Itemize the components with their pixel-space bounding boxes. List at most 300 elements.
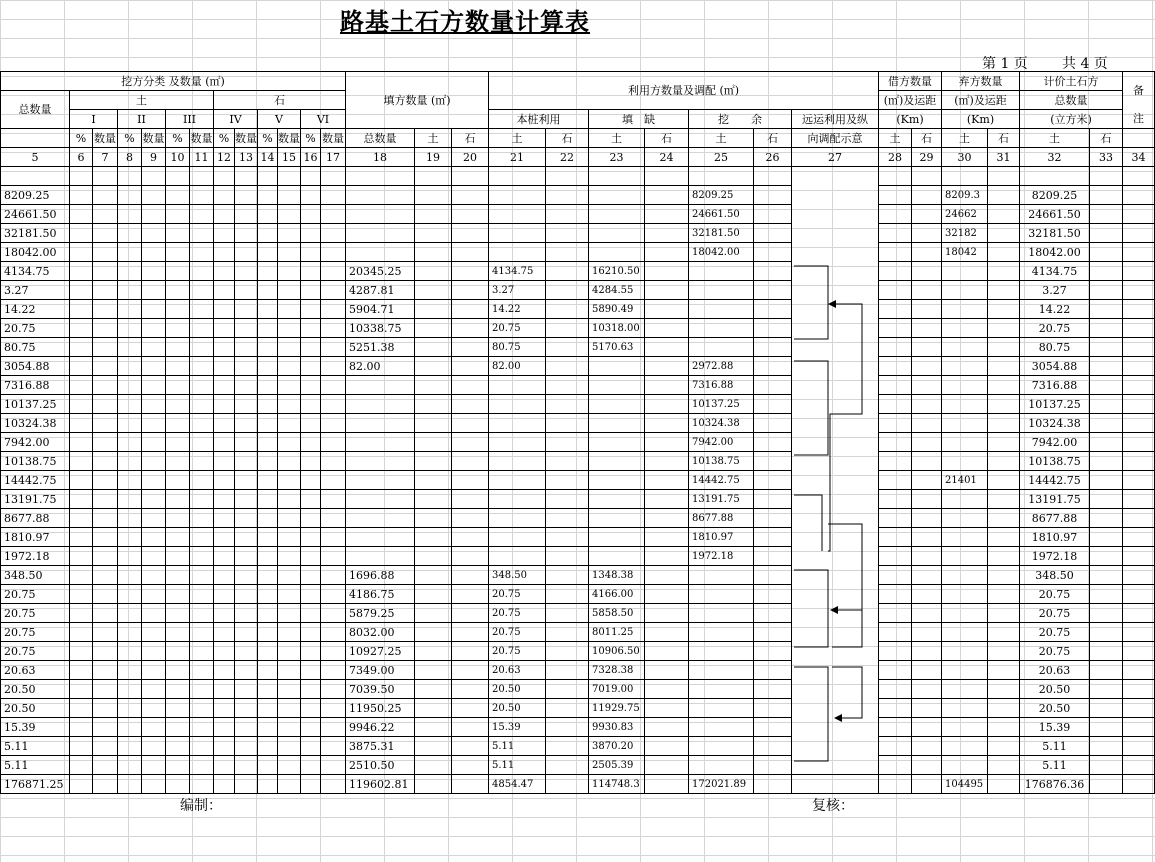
cell [301, 661, 321, 680]
cell-wy: 10137.25 [689, 395, 754, 414]
cell-bz [489, 186, 546, 205]
cell [142, 566, 166, 585]
cell-price: 176876.36 [1020, 775, 1090, 794]
column-number: 32 [1020, 148, 1090, 167]
cell [190, 395, 214, 414]
header-waste-km: (Km) [942, 110, 1020, 129]
header-borrow-dist: (㎡)及运距 [879, 91, 942, 110]
cell [70, 585, 93, 604]
cell [301, 357, 321, 376]
table-row [1, 604, 1155, 623]
cell [452, 205, 489, 224]
header-total-qty-blank [1, 129, 70, 148]
cell [415, 433, 452, 452]
cell [1090, 243, 1123, 262]
cell-price: 20.50 [1020, 699, 1090, 718]
table-row [1, 452, 1155, 471]
cell [988, 281, 1020, 300]
cell-price: 20.75 [1020, 319, 1090, 338]
cell [645, 471, 689, 490]
column-number: 27 [792, 148, 879, 167]
cell [754, 186, 792, 205]
cell [645, 604, 689, 623]
cell [93, 775, 118, 794]
cell [235, 699, 258, 718]
cell [988, 262, 1020, 281]
cell [912, 357, 942, 376]
cell [70, 281, 93, 300]
cell-waste [942, 699, 988, 718]
cell [166, 338, 190, 357]
cell-bz [489, 509, 546, 528]
cell-tq: 7019.00 [589, 680, 645, 699]
cell-price: 20.75 [1020, 604, 1090, 623]
cell [93, 319, 118, 338]
cell [278, 281, 301, 300]
cell [546, 718, 589, 737]
cell [988, 756, 1020, 775]
cell [214, 471, 235, 490]
column-number: 5 [1, 148, 70, 167]
cell [190, 718, 214, 737]
cell [452, 471, 489, 490]
cell [166, 319, 190, 338]
cell [988, 661, 1020, 680]
cell [278, 490, 301, 509]
cell-bz: 20.75 [489, 623, 546, 642]
cell [321, 737, 346, 756]
flow-line [828, 524, 862, 647]
cell [1090, 756, 1123, 775]
cell [166, 585, 190, 604]
cell [912, 300, 942, 319]
cell [278, 224, 301, 243]
arrow-left-icon [828, 300, 836, 308]
cell [93, 167, 118, 186]
column-number: 13 [235, 148, 258, 167]
cell [754, 452, 792, 471]
cell [258, 509, 278, 528]
cell [214, 680, 235, 699]
cell [415, 528, 452, 547]
cell [988, 319, 1020, 338]
cell [912, 756, 942, 775]
cell [452, 623, 489, 642]
cell [912, 433, 942, 452]
cell [190, 756, 214, 775]
cell [214, 319, 235, 338]
cell [988, 699, 1020, 718]
cell [879, 414, 912, 433]
cell [879, 262, 912, 281]
header-qty: 数量 [142, 129, 166, 148]
cell [166, 262, 190, 281]
cell-fill [346, 243, 415, 262]
cell [452, 642, 489, 661]
cell [93, 224, 118, 243]
cell [278, 547, 301, 566]
flow-line [832, 667, 862, 718]
header-price-unit: (立方米) [1020, 110, 1123, 129]
cell [166, 376, 190, 395]
cell [166, 718, 190, 737]
cell-total: 80.75 [1, 338, 70, 357]
cell-bz: 3.27 [489, 281, 546, 300]
cell [645, 281, 689, 300]
cell [190, 680, 214, 699]
cell [452, 509, 489, 528]
cell-total: 7942.00 [1, 433, 70, 452]
cell [988, 642, 1020, 661]
cell-fill: 7039.50 [346, 680, 415, 699]
cell [118, 452, 142, 471]
cell [190, 509, 214, 528]
cell [1123, 357, 1155, 376]
cell [214, 414, 235, 433]
cell [321, 414, 346, 433]
cell-tq: 10906.50 [589, 642, 645, 661]
cell [235, 528, 258, 547]
cell [301, 604, 321, 623]
cell [645, 224, 689, 243]
cell [166, 357, 190, 376]
cell [166, 433, 190, 452]
cell [321, 566, 346, 585]
cell [988, 547, 1020, 566]
header-soil: 土 [589, 129, 645, 148]
cell [452, 661, 489, 680]
cell-total: 14.22 [1, 300, 70, 319]
cell [754, 699, 792, 718]
cell-fill [346, 490, 415, 509]
cell [879, 661, 912, 680]
cell [93, 623, 118, 642]
cell [988, 528, 1020, 547]
cell-total: 20.50 [1, 699, 70, 718]
cell [258, 623, 278, 642]
cell-total: 32181.50 [1, 224, 70, 243]
cell [1123, 661, 1155, 680]
header-remark: 备 [1123, 72, 1155, 110]
cell [415, 338, 452, 357]
cell-total: 8677.88 [1, 509, 70, 528]
cell [321, 718, 346, 737]
cell [258, 186, 278, 205]
cell [546, 338, 589, 357]
cell-wy [689, 699, 754, 718]
header-rock: 石 [546, 129, 589, 148]
cell [70, 338, 93, 357]
cell [70, 243, 93, 262]
cell-fill: 5251.38 [346, 338, 415, 357]
cell [645, 718, 689, 737]
cell-waste: 24662 [942, 205, 988, 224]
cell [754, 414, 792, 433]
cell-price: 32181.50 [1020, 224, 1090, 243]
cell [278, 319, 301, 338]
cell [258, 737, 278, 756]
cell-fill [346, 509, 415, 528]
cell [452, 547, 489, 566]
cell [190, 300, 214, 319]
cell [278, 775, 301, 794]
header-price-total: 总数量 [1020, 91, 1123, 110]
cell [321, 699, 346, 718]
cell-total: 20.75 [1, 604, 70, 623]
cell [645, 243, 689, 262]
header-pct: % [166, 129, 190, 148]
cell [1123, 243, 1155, 262]
cell [1090, 414, 1123, 433]
cell-waste [942, 490, 988, 509]
cell-waste [942, 452, 988, 471]
cell [166, 775, 190, 794]
table-row [1, 338, 1155, 357]
cell-price: 80.75 [1020, 338, 1090, 357]
cell [190, 471, 214, 490]
cell [190, 205, 214, 224]
cell [754, 528, 792, 547]
cell [235, 262, 258, 281]
cell [546, 243, 589, 262]
header-borrow: 借方数量 [879, 72, 942, 91]
cell-fill [346, 205, 415, 224]
cell [235, 775, 258, 794]
header-fill-total: 总数量 [346, 129, 415, 148]
cell [754, 167, 792, 186]
cell [70, 300, 93, 319]
cell [190, 186, 214, 205]
cell [301, 509, 321, 528]
cell-bz: 348.50 [489, 566, 546, 585]
cell [546, 490, 589, 509]
cell [321, 680, 346, 699]
cell [214, 395, 235, 414]
cell [321, 319, 346, 338]
cell-wy [689, 262, 754, 281]
cell-price: 4134.75 [1020, 262, 1090, 281]
table-row [1, 205, 1155, 224]
cell [1123, 471, 1155, 490]
cell-bz: 20.63 [489, 661, 546, 680]
cell [645, 186, 689, 205]
cell [1090, 509, 1123, 528]
cell [912, 414, 942, 433]
cell-total: 10324.38 [1, 414, 70, 433]
column-number: 31 [988, 148, 1020, 167]
table-row [1, 699, 1155, 718]
cell-price: 13191.75 [1020, 490, 1090, 509]
cell-fill: 3875.31 [346, 737, 415, 756]
cell [258, 262, 278, 281]
cell [988, 680, 1020, 699]
cell [1090, 262, 1123, 281]
cell [214, 452, 235, 471]
cell-waste [942, 395, 988, 414]
cell [142, 205, 166, 224]
cell [70, 642, 93, 661]
cell [645, 376, 689, 395]
cell [190, 642, 214, 661]
cell-tq [589, 528, 645, 547]
cell-total: 5.11 [1, 756, 70, 775]
cell [879, 395, 912, 414]
table-row [1, 300, 1155, 319]
cell-waste [942, 300, 988, 319]
cell-waste [942, 509, 988, 528]
cell [1123, 490, 1155, 509]
cell-fill [346, 528, 415, 547]
cell-wy [689, 338, 754, 357]
cell [912, 471, 942, 490]
cell [321, 490, 346, 509]
cell [754, 509, 792, 528]
cell [415, 661, 452, 680]
cell [70, 433, 93, 452]
cell [301, 376, 321, 395]
cell [321, 338, 346, 357]
cell-tq: 10318.00 [589, 319, 645, 338]
cell [546, 300, 589, 319]
cell-waste [942, 604, 988, 623]
cell [754, 604, 792, 623]
cell [321, 604, 346, 623]
cell [988, 167, 1020, 186]
cell [754, 319, 792, 338]
header-remark-2: 注 [1123, 110, 1155, 129]
cell [321, 528, 346, 547]
cell [988, 433, 1020, 452]
cell-fill: 10927.25 [346, 642, 415, 661]
cell [93, 718, 118, 737]
header-qty: 数量 [93, 129, 118, 148]
cell [70, 205, 93, 224]
cell [546, 167, 589, 186]
cell [70, 566, 93, 585]
cell [118, 243, 142, 262]
cell [278, 300, 301, 319]
cell [301, 300, 321, 319]
cell [278, 338, 301, 357]
cell-waste [942, 680, 988, 699]
cell [645, 319, 689, 338]
cell-total: 3.27 [1, 281, 70, 300]
cell [258, 756, 278, 775]
cell-price: 15.39 [1020, 718, 1090, 737]
cell [93, 433, 118, 452]
cell [912, 566, 942, 585]
cell [70, 680, 93, 699]
cell [214, 661, 235, 680]
cell-bz: 5.11 [489, 756, 546, 775]
cell-fill: 5879.25 [346, 604, 415, 623]
cell [70, 490, 93, 509]
cell [166, 509, 190, 528]
cell-bz: 15.39 [489, 718, 546, 737]
cell [452, 699, 489, 718]
cell [546, 623, 589, 642]
cell [190, 528, 214, 547]
cell [235, 319, 258, 338]
cell [235, 205, 258, 224]
cell [1123, 224, 1155, 243]
cell [1090, 205, 1123, 224]
cell [452, 775, 489, 794]
cell-price: 10137.25 [1020, 395, 1090, 414]
cell [301, 338, 321, 357]
cell [142, 281, 166, 300]
cell [214, 737, 235, 756]
cell [166, 566, 190, 585]
cell [214, 718, 235, 737]
cell [70, 623, 93, 642]
cell-price [1020, 167, 1090, 186]
column-number: 14 [258, 148, 278, 167]
cell [214, 224, 235, 243]
cell-total: 20.75 [1, 642, 70, 661]
cell [166, 224, 190, 243]
cell [546, 319, 589, 338]
header-class-1: I [70, 110, 118, 129]
cell [142, 243, 166, 262]
cell [93, 243, 118, 262]
cell-wy [689, 604, 754, 623]
cell [912, 547, 942, 566]
flow-line [828, 304, 862, 551]
header-far-transport-2: 向调配示意 [792, 129, 879, 148]
cell [879, 509, 912, 528]
cell [93, 281, 118, 300]
cell [301, 756, 321, 775]
cell-tq [589, 452, 645, 471]
cell [258, 224, 278, 243]
cell [1123, 414, 1155, 433]
cell [754, 585, 792, 604]
cell-bz [489, 376, 546, 395]
column-number: 29 [912, 148, 942, 167]
cell [321, 623, 346, 642]
cell [93, 452, 118, 471]
cell [415, 737, 452, 756]
cell [258, 718, 278, 737]
cell [1123, 642, 1155, 661]
cell [912, 243, 942, 262]
cell [1123, 604, 1155, 623]
cell [645, 490, 689, 509]
cell [912, 338, 942, 357]
column-number: 21 [489, 148, 546, 167]
cell [142, 300, 166, 319]
cell [879, 433, 912, 452]
cell-total: 176871.25 [1, 775, 70, 794]
cell [912, 319, 942, 338]
cell [93, 490, 118, 509]
cell [235, 604, 258, 623]
cell-wy [689, 680, 754, 699]
cell [321, 509, 346, 528]
cell [278, 243, 301, 262]
cell [321, 357, 346, 376]
cell [93, 737, 118, 756]
cell-total: 20.50 [1, 680, 70, 699]
cell [118, 300, 142, 319]
cell [166, 642, 190, 661]
page-total: 共 4 页 [1062, 56, 1108, 72]
cell-bz [489, 471, 546, 490]
cell [118, 414, 142, 433]
cell-price: 20.75 [1020, 585, 1090, 604]
cell-wy [689, 642, 754, 661]
